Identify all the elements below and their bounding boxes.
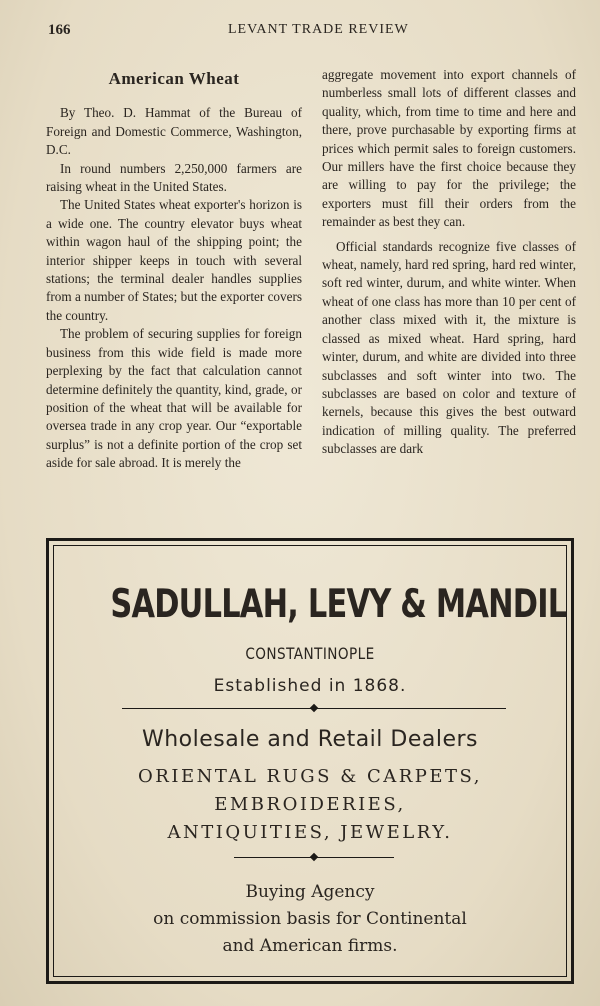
ad-agency-line: on commission basis for Continental bbox=[153, 909, 467, 929]
ad-inner-border bbox=[53, 545, 567, 977]
ad-agency-line: and American firms. bbox=[222, 936, 398, 956]
ad-city: CONSTANTINOPLE bbox=[245, 644, 375, 663]
article-byline: By Theo. D. Hammat of the Bureau of Foreign and Domestic Commerce, Washington, D.C. bbox=[46, 105, 302, 158]
ad-headline: Wholesale and Retail Dealers bbox=[141, 727, 479, 752]
article-paragraph: aggregate movement into export channels of numberless small lots of different classes and quality, which, from time to time and here and there, prove purchasable by exporting firms at prices which permit sales to foreign customers. Our millers have the first choice because they are willing to pay for the privilege; the exporters must fill their orders from the remainder as best they can. bbox=[322, 67, 576, 230]
page-header bbox=[48, 22, 588, 44]
ad-product-line: ORIENTAL RUGS & CARPETS, bbox=[138, 766, 482, 787]
ad-company-name: SADULLAH, LEVY & MANDIL bbox=[110, 582, 567, 627]
running-title: LEVANT TRADE REVIEW bbox=[228, 22, 409, 37]
ad-product-line: ANTIQUITIES, JEWELRY. bbox=[167, 822, 453, 843]
ad-established: Established in 1868. bbox=[213, 676, 407, 696]
ad-product-line: EMBROIDERIES, bbox=[214, 794, 406, 815]
ornamental-rule bbox=[234, 857, 394, 858]
article-paragraph: The problem of securing supplies for foreign business from this wide field is made more perplexing by the fact that calculation cannot determine definitely the quantity, kind, grade, or position of the wheat that will be available for oversea trade in any crop year. Our “exportable surplus” is not a definite portion of the crop set aside for sale abroad. It is merely the bbox=[46, 326, 302, 471]
article-column-left bbox=[46, 66, 302, 473]
article-paragraph: Official standards recognize five classes of wheat, namely, hard red spring, hard red winter, soft red winter, durum, and white winter. When wheat of one class has more than 10 per cent of another class mixed with it, the mixture is classed as mixed wheat. Hard spring, hard winter, durum, and white are divided into three subclasses and soft winter into two. The subclasses are based on color and texture of kernels, because this gives the best outward indication of milling quality. The preferred subclasses are dark bbox=[322, 238, 576, 457]
article-paragraph: The United States wheat exporter's horizon is a wide one. The country elevator buys wheat within wagon haul of the shipping point; the interior shipper keeps in touch with several stations; the terminal dealer handles supplies from a number of States; but the exporter covers the country. bbox=[46, 197, 302, 323]
article-paragraph: In round numbers 2,250,000 farmers are raising wheat in the United States. bbox=[46, 160, 302, 195]
advertisement-box bbox=[46, 538, 574, 984]
article-column-right bbox=[322, 66, 576, 459]
ad-agency-line: Buying Agency bbox=[245, 882, 375, 902]
page-number: 166 bbox=[48, 22, 71, 38]
article-title: American Wheat bbox=[108, 69, 240, 88]
ornamental-rule bbox=[122, 708, 506, 709]
